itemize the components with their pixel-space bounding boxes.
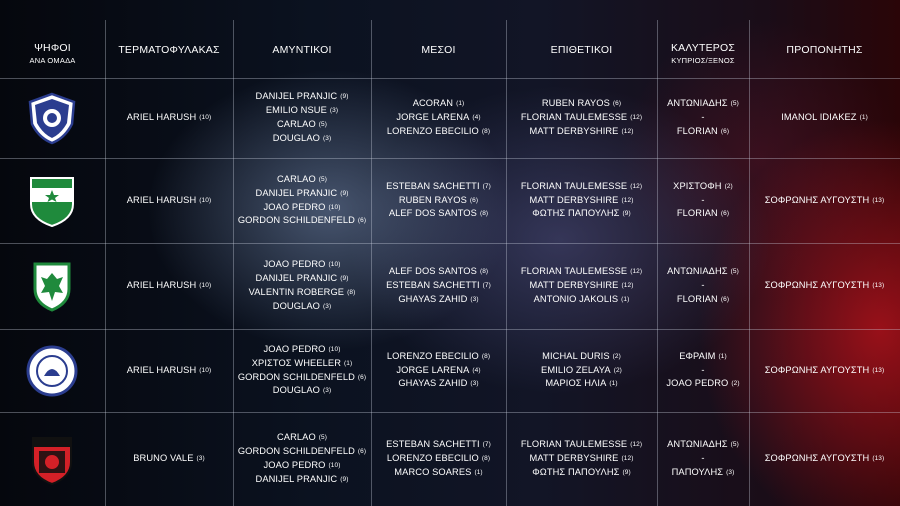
player-name: DANIJEL PRANJIC <box>255 473 338 484</box>
player-name: MATT DERBYSHIRE <box>529 280 619 291</box>
forwards-cell <box>506 243 657 329</box>
club-crest-icon <box>25 259 79 313</box>
player-name: FLORIAN TAULEMESSE <box>520 180 628 191</box>
player-name: FLORIAN <box>676 208 718 219</box>
player-entry <box>398 377 478 391</box>
player-name: DANIJEL PRANJIC <box>255 187 338 198</box>
header-votes <box>0 42 105 65</box>
player-entry <box>521 111 642 125</box>
player-entry <box>238 445 366 459</box>
player-name: - <box>701 112 705 123</box>
player-entry <box>249 286 356 300</box>
player-name: ΦΩΤΗΣ ΠΑΠΟΥΛΗΣ <box>532 466 620 477</box>
player-name: DANIJEL PRANJIC <box>255 273 338 284</box>
vote-count: (10) <box>199 282 212 290</box>
midfielders-cell <box>371 243 506 329</box>
player-name: ESTEBAN SACHETTI <box>386 280 480 291</box>
vote-count: (7) <box>482 182 491 190</box>
player-entry <box>673 180 733 194</box>
player-entry <box>264 258 341 272</box>
player-name: ARIEL HARUSH <box>126 280 197 291</box>
vote-count: (3) <box>470 295 479 303</box>
player-name: FLORIAN TAULEMESSE <box>520 266 628 277</box>
vote-count: (6) <box>720 295 730 303</box>
defenders-cell <box>233 158 371 243</box>
player-entry <box>127 194 212 208</box>
vote-count: (6) <box>469 196 479 204</box>
player-entry <box>394 466 482 480</box>
vote-count: (3) <box>329 107 339 115</box>
club-crest-icon <box>25 344 79 398</box>
vote-count: (1) <box>456 100 465 108</box>
header-votes-sub: ΑΝΑ ΟΜΑΔΑ <box>29 56 76 65</box>
vote-count: (9) <box>340 475 349 483</box>
player-name: ARIEL HARUSH <box>126 194 197 205</box>
header-coach-label: ΠΡΟΠΟΝΗΤΗΣ <box>786 44 863 56</box>
player-name: GORDON SCHILDENFELD <box>237 215 355 226</box>
defenders-cell <box>233 243 371 329</box>
player-name: GORDON SCHILDENFELD <box>237 446 355 457</box>
vote-count: (1) <box>474 468 483 476</box>
vote-count: (1) <box>609 380 618 388</box>
player-entry <box>238 371 366 385</box>
coach-cell <box>749 329 900 412</box>
player-name: DOUGLAO <box>272 300 320 311</box>
vote-count: (12) <box>630 268 643 276</box>
vote-count: (4) <box>472 114 481 122</box>
header-best-label: ΚΑΛΥΤΕΡΟΣ <box>670 42 736 54</box>
player-name: ΕΦΡΑΙΜ <box>679 350 716 361</box>
player-entry <box>256 272 349 286</box>
vote-count: (5) <box>730 100 739 108</box>
best-cell <box>657 243 749 329</box>
vote-count: (8) <box>481 127 491 135</box>
player-name: ΠΑΠΟΥΛΗΣ <box>671 466 724 477</box>
player-name: GHAYAS ZAHID <box>398 378 468 389</box>
header-goalkeeper-label: ΤΕΡΜΑΤΟΦΥΛΑΚΑΣ <box>118 44 220 56</box>
goalkeeper-cell <box>105 158 233 243</box>
vote-count: (3) <box>322 302 332 310</box>
vote-count: (12) <box>621 127 634 135</box>
player-entry <box>521 180 642 194</box>
goalkeeper-cell <box>105 78 233 158</box>
player-name: FLORIAN TAULEMESSE <box>520 439 628 450</box>
player-name: - <box>701 364 705 375</box>
vote-count: (10) <box>328 345 341 353</box>
forwards-cell <box>506 329 657 412</box>
header-defenders <box>233 44 371 56</box>
player-entry <box>277 173 327 187</box>
player-entry <box>666 377 739 391</box>
player-entry <box>399 194 478 208</box>
vote-count: (12) <box>630 441 643 449</box>
vote-count: (8) <box>481 455 491 463</box>
player-entry <box>396 111 480 125</box>
player-name: BRUNO VALE <box>133 453 194 464</box>
player-name: MICHAL DURIS <box>542 350 610 361</box>
player-entry <box>530 194 634 208</box>
player-name: FLORIAN TAULEMESSE <box>520 112 628 123</box>
player-entry <box>701 452 704 466</box>
vote-count: (13) <box>872 282 885 290</box>
goalkeeper-cell <box>105 243 233 329</box>
goalkeeper-cell <box>105 412 233 506</box>
player-name: ACORAN <box>412 98 454 109</box>
header-votes-label: ΨΗΦΟΙ <box>34 42 71 54</box>
vote-count: (5) <box>318 121 328 128</box>
player-name: EMILIO NSUE <box>265 105 327 116</box>
vote-count: (4) <box>472 366 481 374</box>
vote-count: (9) <box>622 468 631 476</box>
player-entry <box>542 350 621 364</box>
header-defenders-label: ΑΜΥΝΤΙΚΟΙ <box>272 44 332 56</box>
player-name: ΣΟΦΡΩΝΗΣ ΑΥΓΟΥΣΤΗ <box>764 364 870 375</box>
player-entry <box>264 459 341 473</box>
player-entry <box>677 293 729 307</box>
player-name: VALENTIN ROBERGE <box>248 287 345 297</box>
player-entry <box>781 111 868 125</box>
vote-count: (2) <box>724 182 733 190</box>
player-name: JOAO PEDRO <box>263 343 326 354</box>
vote-count: (2) <box>613 366 622 374</box>
player-entry <box>133 452 205 466</box>
vote-count: (12) <box>621 282 634 290</box>
vote-count: (8) <box>479 210 489 218</box>
header-best <box>657 42 749 65</box>
player-entry <box>386 438 491 452</box>
vote-count: (10) <box>328 462 341 469</box>
vote-count: (7) <box>482 282 491 290</box>
player-entry <box>765 194 885 208</box>
player-entry <box>266 104 338 118</box>
vote-count: (6) <box>357 373 367 381</box>
forwards-cell <box>506 158 657 243</box>
player-name: EMILIO ZELAYA <box>541 364 611 375</box>
header-goalkeeper <box>105 44 233 56</box>
vote-count: (13) <box>872 196 885 204</box>
player-entry <box>238 214 366 228</box>
player-entry <box>534 293 630 307</box>
player-entry <box>396 364 480 378</box>
player-name: JOAO PEDRO <box>263 201 326 212</box>
header-forwards <box>506 44 657 56</box>
player-name: CARLAO <box>276 119 316 129</box>
vote-count: (3) <box>196 455 205 463</box>
vote-count: (3) <box>322 387 332 395</box>
player-name: LORENZO EBECILIO <box>386 453 479 464</box>
player-name: LORENZO EBECILIO <box>386 125 479 136</box>
best-cell <box>657 78 749 158</box>
player-entry <box>264 343 341 357</box>
player-entry <box>701 194 704 208</box>
vote-count: (1) <box>621 295 630 303</box>
vote-count: (12) <box>621 455 634 463</box>
player-name: LORENZO EBECILIO <box>386 350 479 361</box>
best-cell <box>657 412 749 506</box>
player-name: DOUGLAO <box>272 385 320 396</box>
player-name: DOUGLAO <box>272 132 320 143</box>
player-entry <box>387 125 490 139</box>
player-entry <box>667 97 739 111</box>
vote-count: (12) <box>630 114 643 122</box>
vote-count: (12) <box>621 196 634 204</box>
player-entry <box>398 293 478 307</box>
player-entry <box>765 279 885 293</box>
header-midfielders-label: ΜΕΣΟΙ <box>421 44 456 56</box>
vote-count: (9) <box>340 189 349 197</box>
player-entry <box>541 364 622 378</box>
midfielders-cell <box>371 412 506 506</box>
player-entry <box>127 364 212 378</box>
player-entry <box>530 125 634 139</box>
player-entry <box>677 207 729 221</box>
player-name: ΜΑΡΙΟΣ ΗΛΙΑ <box>545 378 607 389</box>
vote-count: (5) <box>318 175 328 183</box>
vote-count: (6) <box>720 127 730 135</box>
player-entry <box>530 452 634 466</box>
player-name: JORGE LARENA <box>396 112 470 123</box>
player-name: GORDON SCHILDENFELD <box>237 371 355 382</box>
player-entry <box>127 279 212 293</box>
player-name: ΑΝΤΩΝΙΑΔΗΣ <box>667 439 728 450</box>
player-entry <box>679 350 727 364</box>
defenders-cell <box>233 412 371 506</box>
player-entry <box>386 279 491 293</box>
player-entry <box>701 364 704 378</box>
header-best-sub: ΚΥΠΡΙΟΣ/ΞΕΝΟΣ <box>671 56 735 65</box>
vote-count: (10) <box>199 366 212 374</box>
player-entry <box>532 466 630 480</box>
player-name: ΣΟΦΡΩΝΗΣ ΑΥΓΟΥΣΤΗ <box>764 453 870 464</box>
player-name: - <box>701 453 705 464</box>
player-entry <box>386 180 491 194</box>
player-entry <box>273 384 331 398</box>
vote-count: (5) <box>730 268 739 276</box>
player-name: ΑΝΤΩΝΙΑΔΗΣ <box>667 98 728 109</box>
player-name: ΦΩΤΗΣ ΠΑΠΟΥΛΗΣ <box>532 208 620 219</box>
player-entry <box>530 279 634 293</box>
player-name: FLORIAN <box>676 293 718 304</box>
player-entry <box>387 350 490 364</box>
club-crest-icon <box>25 432 79 486</box>
vote-count: (6) <box>720 210 730 218</box>
coach-cell <box>749 243 900 329</box>
player-name: - <box>701 194 705 205</box>
player-entry <box>672 466 735 480</box>
defenders-cell <box>233 78 371 158</box>
club-crest-icon <box>25 91 79 145</box>
forwards-cell <box>506 412 657 506</box>
vote-count: (13) <box>872 366 885 374</box>
header-forwards-label: ΕΠΙΘΕΤΙΚΟΙ <box>550 44 613 56</box>
player-name: MATT DERBYSHIRE <box>529 453 619 464</box>
player-entry <box>545 377 617 391</box>
player-name: MATT DERBYSHIRE <box>529 194 619 205</box>
player-entry <box>667 265 739 279</box>
player-name: ANTONIO JAKOLIS <box>533 293 619 304</box>
header-midfielders <box>371 44 506 56</box>
player-entry <box>521 438 642 452</box>
vote-count: (10) <box>328 261 341 269</box>
vote-count: (13) <box>872 455 885 463</box>
player-entry <box>273 132 331 146</box>
vote-count: (8) <box>479 268 489 276</box>
best-cell <box>657 329 749 412</box>
vote-count: (1) <box>718 352 727 360</box>
player-name: JOAO PEDRO <box>666 378 729 389</box>
player-entry <box>387 452 490 466</box>
player-entry <box>264 201 341 215</box>
vote-count: (10) <box>199 114 212 122</box>
player-name: ARIEL HARUSH <box>126 364 197 375</box>
player-name: RUBEN RAYOS <box>541 98 610 109</box>
vote-count: (2) <box>612 352 621 360</box>
player-name: ESTEBAN SACHETTI <box>386 439 480 450</box>
player-name: ALEF DOS SANTOS <box>388 266 477 277</box>
player-name: ΑΝΤΩΝΙΑΔΗΣ <box>667 266 728 277</box>
player-entry <box>273 300 331 314</box>
vote-count: (5) <box>730 441 739 449</box>
vote-count: (3) <box>726 468 735 476</box>
player-entry <box>701 111 704 125</box>
player-name: CARLAO <box>276 173 316 184</box>
vote-count: (9) <box>622 210 631 218</box>
player-name: RUBEN RAYOS <box>398 194 467 205</box>
player-entry <box>542 97 621 111</box>
coach-cell <box>749 412 900 506</box>
goalkeeper-cell <box>105 329 233 412</box>
player-entry <box>256 187 349 201</box>
player-entry <box>127 111 212 125</box>
player-name: ΧΡΙΣΤΟΣ WHEELER <box>251 357 342 368</box>
vote-count: (3) <box>322 134 332 142</box>
player-name: GHAYAS ZAHID <box>398 293 468 304</box>
player-entry <box>521 265 642 279</box>
player-name: ΧΡΙΣΤΟΦΗ <box>673 180 722 191</box>
vote-count: (1) <box>859 114 868 122</box>
coach-cell <box>749 158 900 243</box>
player-name: ΣΟΦΡΩΝΗΣ ΑΥΓΟΥΣΤΗ <box>764 280 870 291</box>
player-name: JORGE LARENA <box>396 364 470 375</box>
vote-count: (6) <box>357 217 367 225</box>
forwards-cell <box>506 78 657 158</box>
player-entry <box>667 438 739 452</box>
midfielders-cell <box>371 329 506 412</box>
player-entry <box>701 279 704 293</box>
vote-count: (8) <box>481 352 491 360</box>
player-name: - <box>701 280 705 291</box>
best-cell <box>657 158 749 243</box>
vote-count: (12) <box>630 182 643 190</box>
vote-count: (1) <box>344 359 353 367</box>
player-name: ALEF DOS SANTOS <box>388 208 477 219</box>
player-entry <box>389 207 488 221</box>
player-entry <box>532 207 630 221</box>
player-entry <box>677 125 729 139</box>
player-name: FLORIAN <box>676 125 718 136</box>
vote-count: (3) <box>470 380 479 388</box>
vote-count: (10) <box>328 203 341 211</box>
player-entry <box>765 452 885 466</box>
player-entry <box>413 97 465 111</box>
club-crest-icon <box>25 174 79 228</box>
vote-count: (9) <box>340 275 349 283</box>
player-name: ΣΟΦΡΩΝΗΣ ΑΥΓΟΥΣΤΗ <box>764 194 870 205</box>
player-entry <box>765 364 885 378</box>
vote-count: (6) <box>612 100 622 108</box>
midfielders-cell <box>371 158 506 243</box>
player-name: ESTEBAN SACHETTI <box>386 180 480 191</box>
player-entry <box>256 473 349 487</box>
vote-count: (9) <box>340 93 349 101</box>
defenders-cell <box>233 329 371 412</box>
vote-count: (7) <box>482 441 491 449</box>
player-entry <box>256 90 349 104</box>
player-entry <box>252 357 353 371</box>
vote-count: (8) <box>347 289 356 296</box>
player-name: JOAO PEDRO <box>263 460 326 470</box>
vote-count: (5) <box>318 434 328 442</box>
vote-count: (2) <box>731 380 740 388</box>
player-entry <box>277 118 327 132</box>
player-name: DANIJEL PRANJIC <box>255 91 338 102</box>
player-name: IMANOL IDIAKEZ <box>781 112 857 123</box>
vote-count: (6) <box>357 448 367 456</box>
vote-count: (10) <box>199 196 212 204</box>
player-name: JOAO PEDRO <box>263 259 326 270</box>
player-name: MARCO SOARES <box>394 466 472 477</box>
coach-cell <box>749 78 900 158</box>
player-name: MATT DERBYSHIRE <box>529 125 619 136</box>
player-entry <box>389 265 488 279</box>
midfielders-cell <box>371 78 506 158</box>
player-entry <box>277 431 327 445</box>
player-name: ARIEL HARUSH <box>126 112 197 123</box>
header-coach <box>749 44 900 56</box>
player-name: CARLAO <box>276 432 316 443</box>
